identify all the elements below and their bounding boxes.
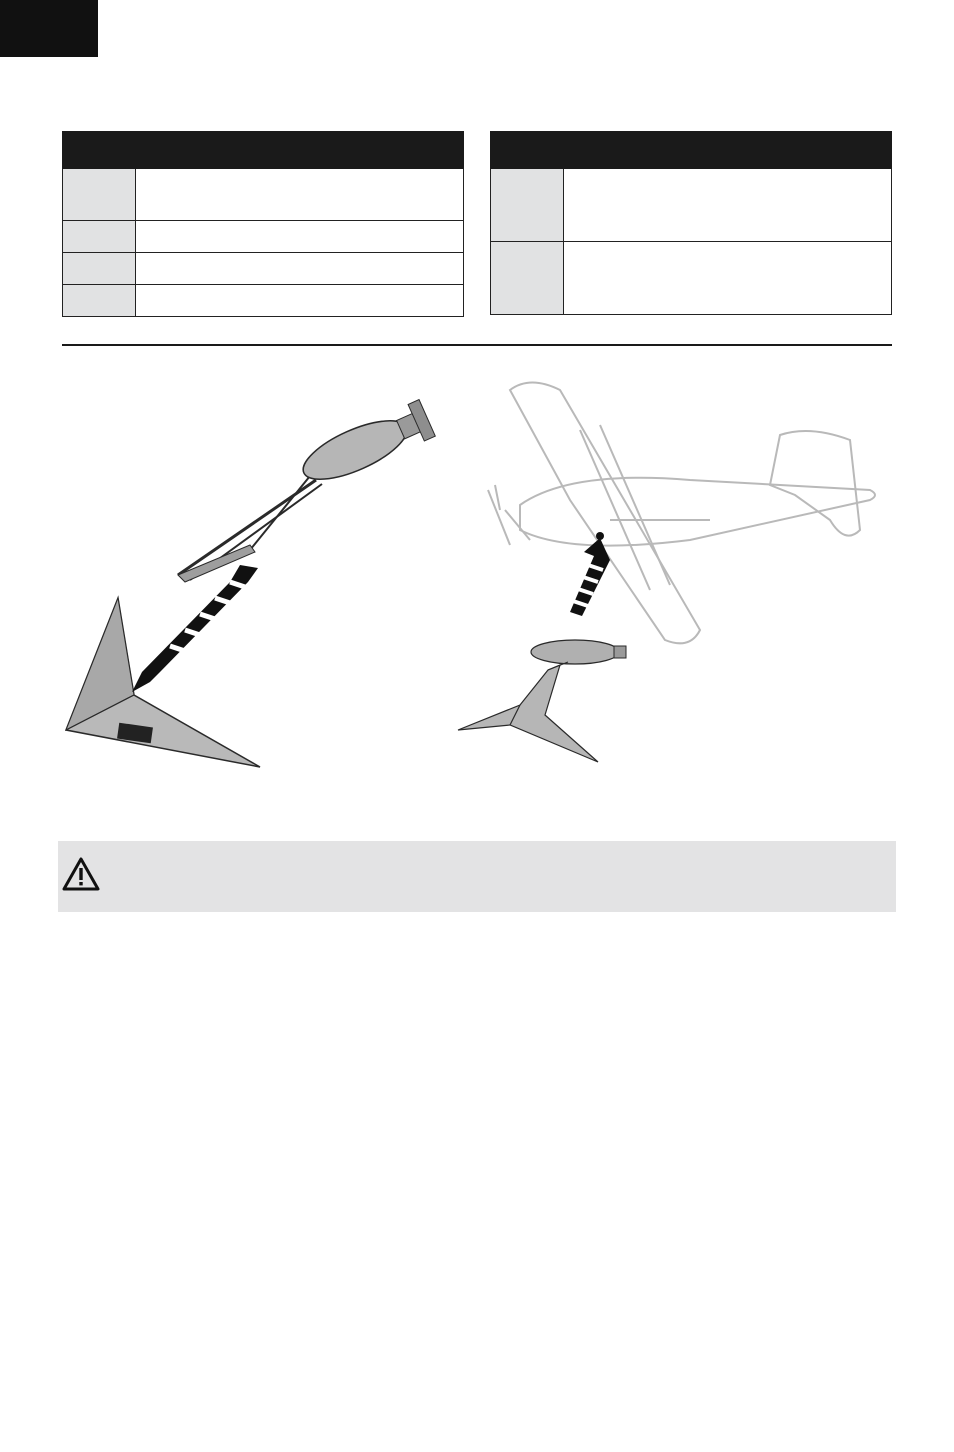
table-key-cell (63, 221, 136, 253)
table-value-cell (136, 169, 464, 221)
drop-tank-icon (296, 400, 436, 491)
section-divider (62, 344, 892, 346)
table-row (491, 242, 892, 315)
warning-triangle-icon (62, 857, 100, 891)
table-value-cell (136, 253, 464, 285)
table-row (63, 285, 464, 317)
airplane-icon (488, 383, 875, 644)
table-value-cell (564, 169, 892, 242)
table-row (63, 169, 464, 221)
mount-arrow-icon (570, 538, 610, 616)
table-row (63, 253, 464, 285)
table-row (63, 221, 464, 253)
table-key-cell (63, 253, 136, 285)
table-value-cell (136, 285, 464, 317)
table-row (491, 169, 892, 242)
table-key-cell (63, 285, 136, 317)
table-value-cell (564, 242, 892, 315)
small-drop-tank-icon (531, 640, 619, 664)
spec-table-left (62, 131, 464, 317)
small-stand-icon (458, 662, 598, 762)
spec-table-right-header (491, 132, 892, 169)
airplane-attachment-illustration (450, 370, 890, 790)
table-key-cell (491, 242, 564, 315)
warning-banner (58, 841, 896, 912)
language-tab (0, 0, 98, 57)
table-key-cell (491, 169, 564, 242)
table-value-cell (136, 221, 464, 253)
table-key-cell (63, 169, 136, 221)
drop-tank-stand-illustration (50, 390, 450, 790)
spec-table-left-header (63, 132, 464, 169)
spec-table-right (490, 131, 892, 315)
